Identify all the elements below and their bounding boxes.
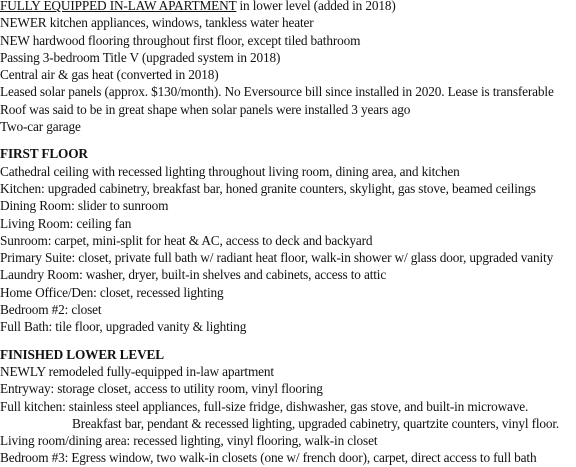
first-floor-line: Kitchen: upgraded cabinetry, breakfast bar, honed granite counters, skylight, gas stove, beamed ceilings [0, 180, 536, 196]
section-spacer [0, 135, 576, 145]
lower-level-line: Entryway: storage closet, access to utility room, vinyl flooring [0, 381, 323, 397]
lower-level-line: Bedroom #3: Egress window, two walk-in closets (one w/ french door), carpet, direct access to full bath [0, 450, 537, 466]
intro-line-in-law [0, 0, 576, 14]
lower-level-line: Living room/dining area: recessed lighting, vinyl flooring, walk-in closet [0, 433, 378, 449]
lower-level-line: Full kitchen: stainless steel appliances, full-size fridge, dishwasher, gas stove, and built-in microwave. [0, 398, 529, 414]
section-spacer [0, 336, 576, 346]
intro-line: NEWER kitchen appliances, windows, tankless water heater [0, 15, 314, 31]
intro-line: NEW hardwood flooring throughout first floor, except tiled bathroom [0, 32, 361, 48]
lower-level-line: NEWLY remodeled fully-equipped in-law apartment [0, 363, 274, 379]
intro-line: Central air & gas heat (converted in 2018) [0, 67, 219, 83]
first-floor-line: Bedroom #2: closet [0, 302, 102, 318]
first-floor-line: Cathedral ceiling with recessed lighting throughout living room, dining area, and kitchen [0, 163, 460, 179]
in-law-apartment-detail: in lower level (added in 2018) [236, 0, 396, 13]
intro-line: Leased solar panels (approx. $130/month). No Eversource bill since installed in 2020. Lease is transferable [0, 84, 554, 100]
first-floor-heading: FIRST FLOOR [0, 146, 88, 162]
first-floor-line: Primary Suite: closet, private full bath w/ radiant heat floor, walk-in shower w/ glass door, upgraded vanity [0, 250, 554, 266]
intro-line: Passing 3-bedroom Title V (upgraded system in 2018) [0, 49, 281, 65]
intro-line: Roof was said to be in great shape when solar panels were installed 3 years ago [0, 101, 411, 117]
first-floor-line: Sunroom: carpet, mini-split for heat & AC, access to deck and backyard [0, 232, 373, 248]
first-floor-line: Dining Room: slider to sunroom [0, 198, 169, 214]
first-floor-line: Laundry Room: washer, dryer, built-in shelves and cabinets, access to attic [0, 267, 387, 283]
lower-level-line-continuation: Breakfast bar, pendant & recessed lighting, upgraded cabinetry, quartzite counters, vinyl floor. [72, 415, 560, 431]
intro-line: Two-car garage [0, 119, 81, 135]
lower-level-heading: FINISHED LOWER LEVEL [0, 346, 164, 362]
first-floor-line: Full Bath: tile floor, upgraded vanity & lighting [0, 319, 247, 335]
in-law-apartment-highlight: FULLY EQUIPPED IN-LAW APARTMENT [0, 0, 237, 13]
first-floor-line: Home Office/Den: closet, recessed lighting [0, 284, 224, 300]
first-floor-line: Living Room: ceiling fan [0, 215, 132, 231]
